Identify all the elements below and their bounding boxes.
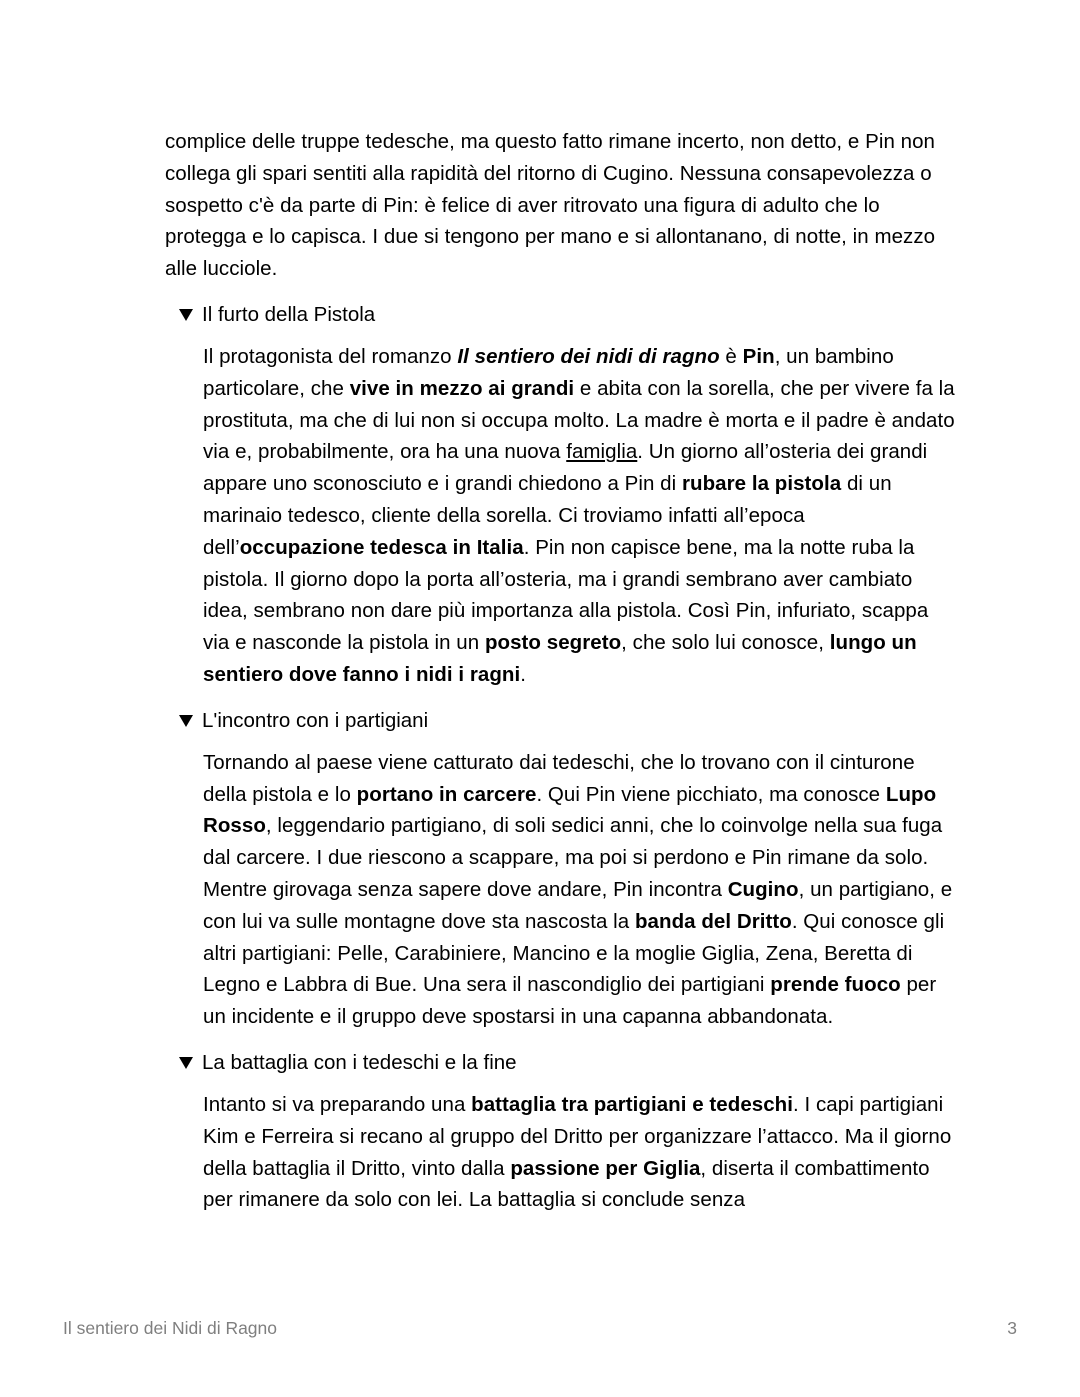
section-incontro-partigiani <box>165 705 960 1033</box>
toggle-header-battaglia-fine[interactable] <box>179 1047 960 1079</box>
emphasized-text: lungo un sentiero dove fanno i nidi i ragni <box>203 631 917 686</box>
emphasized-text: banda del Dritto <box>634 909 792 933</box>
emphasized-text: battaglia tra partigiani e tedeschi <box>471 1092 794 1116</box>
section-furto-pistola <box>165 299 960 691</box>
emphasized-text: rubare la pistola <box>681 472 842 496</box>
emphasized-text: Il sentiero dei nidi di ragno <box>457 344 720 368</box>
footer-document-title: Il sentiero dei Nidi di Ragno <box>63 1318 278 1338</box>
triangle-down-icon[interactable] <box>179 1057 193 1069</box>
emphasized-text: vive in mezzo ai grandi <box>349 376 575 400</box>
emphasized-text: Pin <box>742 344 775 368</box>
toggle-header-furto-pistola[interactable] <box>179 299 960 331</box>
emphasized-text: passione per Giglia <box>510 1156 701 1180</box>
emphasized-text: posto segreto <box>484 631 622 655</box>
emphasized-text: prende fuoco <box>770 973 901 997</box>
section-body <box>203 341 960 691</box>
section-title: Il furto della Pistola <box>202 302 376 326</box>
section-paragraph: Intanto si va preparando una battaglia tra partigiani e tedeschi. I capi partigiani Kim e Ferreira si recano al gruppo del Dritto per organizzare l’attacco. Ma il giorno della battaglia il Dritto, vinto dalla passione per Giglia, diserta il combattimento per rimanere da solo con lei. La battaglia si conclude senza <box>203 1092 952 1212</box>
triangle-down-icon[interactable] <box>179 309 193 321</box>
toggle-header-incontro-partigiani[interactable] <box>179 705 960 737</box>
emphasized-text: occupazione tedesca in Italia <box>239 535 524 559</box>
footer-page-number: 3 <box>1007 1318 1017 1338</box>
triangle-down-icon[interactable] <box>179 715 193 727</box>
section-battaglia-fine <box>165 1047 960 1216</box>
section-body <box>203 1089 960 1216</box>
emphasized-text: portano in carcere <box>356 782 537 806</box>
intro-paragraph: complice delle truppe tedesche, ma questo fatto rimane incerto, non detto, e Pin non collega gli spari sentiti alla rapidità del ritorno di Cugino. Nessuna consapevolezza o sospetto c'è da parte di Pin: è felice di aver ritrovato una figura di adulto che lo protegga e lo capisca. I due si tengono per mano e si allontanano, di notte, in mezzo alle lucciole. <box>165 130 936 281</box>
underlined-text: famiglia <box>566 440 638 464</box>
emphasized-text: Lupo Rosso <box>203 782 937 838</box>
emphasized-text: Cugino <box>727 877 799 901</box>
section-title: L'incontro con i partigiani <box>202 708 429 732</box>
section-title: La battaglia con i tedeschi e la fine <box>202 1050 517 1074</box>
section-paragraph: Il protagonista del romanzo Il sentiero dei nidi di ragno è Pin, un bambino particolare, che vive in mezzo ai grandi e abita con la sorella, che per vivere fa la prostituta, ma che di lui non si occupa molto. La madre è morta e il padre è andato via e, probabilmente, ora ha una nuova famiglia. Un giorno all’osteria dei grandi appare uno sconosciuto e i grandi chiedono a Pin di rubare la pistola di un marinaio tedesco, cliente della sorella. Ci troviamo infatti all’epoca dell’occupazione tedesca in Italia. Pin non capisce bene, ma la notte ruba la pistola. Il giorno dopo la porta all’osteria, ma i grandi sembrano aver cambiato idea, sembrano non dare più importanza alla pistola. Così Pin, infuriato, scappa via e nasconde la pistola in un posto segreto, che solo lui conosce, lungo un sentiero dove fanno i nidi i ragni. <box>203 344 955 686</box>
page-content <box>165 126 960 1216</box>
section-body <box>203 747 960 1033</box>
section-paragraph: Tornando al paese viene catturato dai tedeschi, che lo trovano con il cinturone della pistola e lo portano in carcere. Qui Pin viene picchiato, ma conosce Lupo Rosso, leggendario partigiano, di soli sedici anni, che lo coinvolge nella sua fuga dal carcere. I due riescono a scappare, ma poi si perdono e Pin rimane da solo. Mentre girovaga senza sapere dove andare, Pin incontra Cugino, un partigiano, e con lui va sulle montagne dove sta nascosta la banda del Dritto. Qui conosce gli altri partigiani: Pelle, Carabiniere, Mancino e la moglie Giglia, Zena, Beretta di Legno e Labbra di Bue. Una sera il nascondiglio dei partigiani prende fuoco per un incidente e il gruppo deve spostarsi in una capanna abbandonata. <box>203 750 953 1029</box>
